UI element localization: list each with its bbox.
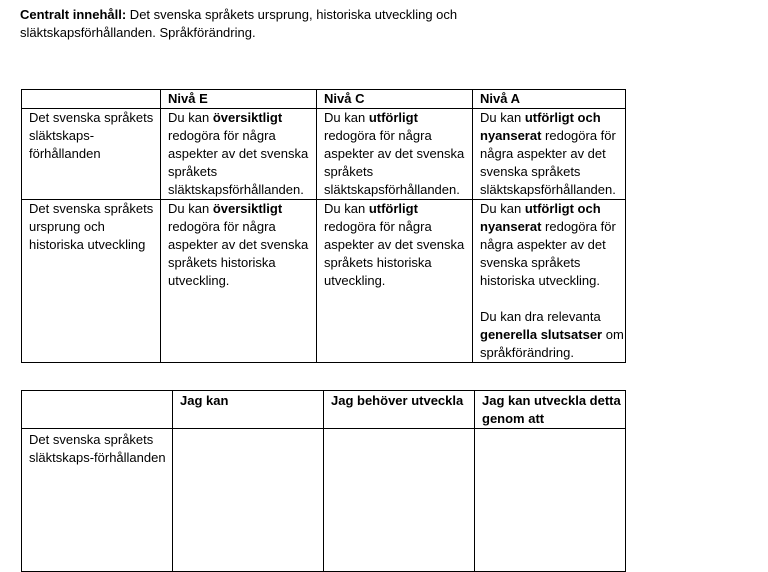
criteria-row-kinship: [22, 109, 626, 200]
criteria-header-level-c: Nivå C: [317, 90, 473, 109]
criteria-row-label: Det svenska språkets ursprung och historiska utveckling: [22, 200, 161, 363]
criteria-row-label: Det svenska språkets släktskaps-förhållanden: [22, 109, 161, 200]
central-content-label: Centralt innehåll:: [20, 7, 127, 22]
central-content-paragraph: [20, 6, 560, 42]
criteria-header-empty: [22, 90, 161, 109]
level-c-cell: Du kan utförligt redogöra för några aspekter av det svenska språkets historiska utveckling.: [317, 200, 473, 363]
self-header-develop-by: Jag kan utveckla detta genom att: [475, 391, 626, 429]
level-e-cell: Du kan översiktligt redogöra för några aspekter av det svenska språkets släktskapsförhållanden.: [161, 109, 317, 200]
self-header-empty: [22, 391, 173, 429]
self-assessment-row-kinship: [22, 429, 626, 572]
develop-by-cell[interactable]: [475, 429, 626, 572]
i-can-cell[interactable]: [173, 429, 324, 572]
level-e-cell: Du kan översiktligt redogöra för några aspekter av det svenska språkets historiska utveckling.: [161, 200, 317, 363]
criteria-row-history: [22, 200, 626, 363]
self-header-need-develop: Jag behöver utveckla: [324, 391, 475, 429]
self-row-label: Det svenska språkets släktskaps-förhållanden: [22, 429, 173, 572]
criteria-header-level-e: Nivå E: [161, 90, 317, 109]
level-a-cell: Du kan utförligt och nyanserat redogöra för några aspekter av det svenska språkets historiska utveckling. Du kan dra relevanta generella slutsatser om språkförändring.: [473, 200, 626, 363]
self-assessment-table: [21, 390, 626, 572]
level-c-cell: Du kan utförligt redogöra för några aspekter av det svenska språkets släktskapsförhållanden.: [317, 109, 473, 200]
self-assessment-header-row: [22, 391, 626, 429]
assessment-criteria-table: [21, 89, 626, 363]
criteria-header-level-a: Nivå A: [473, 90, 626, 109]
need-develop-cell[interactable]: [324, 429, 475, 572]
central-content-text: Det svenska språkets ursprung, historiska utveckling och släktskapsförhållanden. Språkförändring.: [20, 7, 458, 40]
self-header-i-can: Jag kan: [173, 391, 324, 429]
level-a-cell: Du kan utförligt och nyanserat redogöra för några aspekter av det svenska språkets släktskapsförhållanden.: [473, 109, 626, 200]
criteria-header-row: [22, 90, 626, 109]
